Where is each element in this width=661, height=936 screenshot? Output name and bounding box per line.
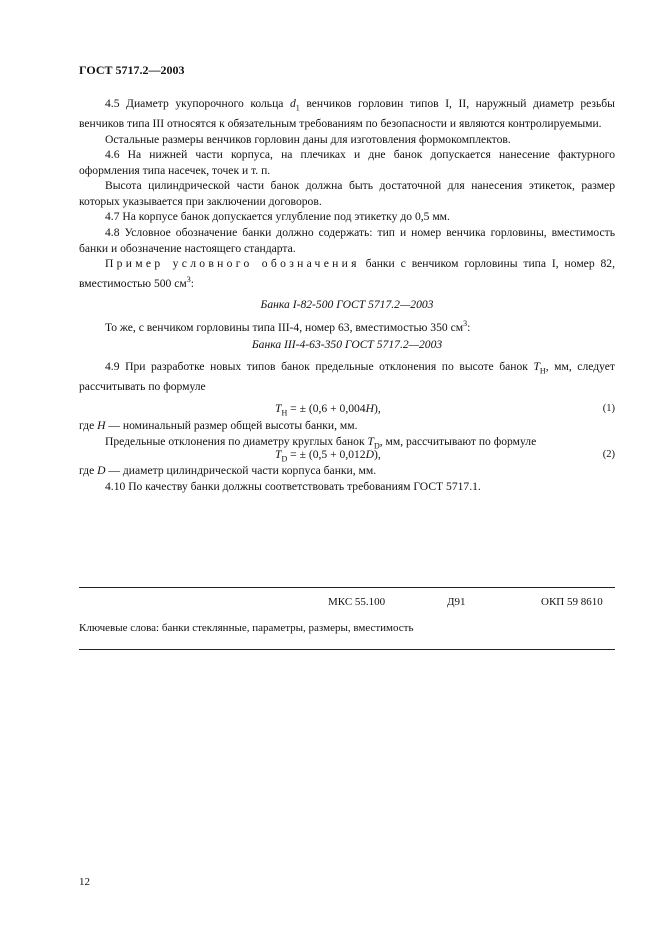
text: 4.5 Диаметр укупорочного кольца	[105, 97, 290, 110]
text: 4.9 При разработке новых типов банок предельные отклонения по высоте банок	[105, 359, 534, 373]
keywords: Ключевые слова: банки стеклянные, параметры, размеры, вместимость	[79, 622, 414, 634]
document-header: ГОСТ 5717.2—2003	[79, 63, 185, 77]
superscript: 3	[463, 318, 468, 328]
paragraph-4-7: 4.7 На корпусе банок допускается углубление под этикетку до 0,5 мм.	[105, 210, 450, 224]
page-number: 12	[79, 876, 90, 888]
formula-body: = ± (0,6 + 0,004	[287, 402, 366, 415]
text: , мм, рассчитывают по формуле	[379, 434, 537, 448]
variable: T	[367, 434, 374, 448]
formula-end: ),	[373, 448, 381, 461]
example-label: Пример условного обозначения	[105, 257, 360, 271]
mks-code: МКС 55.100	[328, 596, 386, 608]
variable: T	[275, 402, 282, 415]
superscript: 3	[186, 274, 191, 284]
text: :	[190, 276, 194, 290]
where-d	[79, 463, 615, 479]
subscript: H	[281, 408, 288, 418]
subscript: D	[373, 440, 380, 450]
example-designation-1: Банка I-82-500 ГОСТ 5717.2—2003	[260, 298, 434, 312]
footer-rule-bottom	[79, 649, 615, 650]
paragraph-4-10: 4.10 По качеству банки должны соответствовать требованиям ГОСТ 5717.1.	[105, 479, 481, 493]
paragraph-4-8: 4.8 Условное обозначение банки должно содержать: тип и номер венчика горловины, вместимость банки и обозначение настоящего стандарта.	[79, 226, 615, 255]
formula-number: (2)	[602, 449, 615, 460]
where-block-d	[79, 463, 615, 494]
footer-rule-top	[79, 587, 615, 588]
paragraph-4-6-2: Высота цилиндрической части банок должна быть достаточной для нанесения этикеток, размер которых указывается при заключении договоров.	[79, 179, 615, 208]
formula-number: (1)	[602, 403, 615, 414]
subscript: H	[539, 366, 546, 376]
text: где	[79, 464, 98, 477]
paragraph-4-9	[79, 359, 615, 395]
text: где	[79, 419, 98, 432]
d-code: Д91	[447, 596, 466, 608]
paragraph-4-5	[79, 96, 615, 132]
okp-code: ОКП 59 8610	[541, 596, 603, 608]
variable: H	[97, 419, 106, 432]
example-designation-2: Банка III-4-63-350 ГОСТ 5717.2—2003	[251, 338, 443, 352]
paragraph-4-5-2: Остальные размеры венчиков горловин даны для изготовления формокомплектов.	[105, 132, 511, 146]
variable: T	[275, 448, 282, 461]
subscript: D	[281, 454, 288, 464]
text: венчиков горловин типов I, II, наружный диаметр резьбы венчиков типа III относятся к обязательным требованиям по безопасности и являются контролируемыми.	[79, 97, 615, 130]
example-paragraph	[79, 256, 615, 291]
body-text	[79, 96, 615, 394]
text: Предельные отклонения по диаметру круглых банок	[105, 434, 368, 448]
text: банки с венчиком горловины типа I, номер 82, вместимостью 500 см	[79, 257, 615, 290]
variable: T	[533, 359, 540, 373]
paragraph-4-6: 4.6 На нижней части корпуса, на плечиках и дне банок допускается нанесение фактурного оформления типа насечек, точек и т. п.	[79, 148, 615, 177]
text: — номинальный размер общей высоты банки, мм.	[105, 419, 358, 432]
variable: D	[365, 448, 374, 461]
variable: H	[365, 402, 374, 415]
subscript: 1	[295, 103, 300, 113]
text: , мм, следует рассчитывать по формуле	[79, 359, 615, 393]
formula-end: ),	[373, 402, 381, 415]
text: То же, с венчиком горловины типа III-4, номер 63, вместимостью 350 см	[105, 320, 464, 334]
variable: D	[97, 464, 106, 477]
same-paragraph	[79, 316, 615, 335]
formula-body: = ± (0,5 + 0,012	[287, 448, 366, 461]
text: :	[467, 320, 471, 334]
where-h	[79, 418, 615, 434]
text: — диаметр цилиндрической части корпуса банки, мм.	[105, 464, 377, 477]
variable: d	[289, 97, 296, 110]
